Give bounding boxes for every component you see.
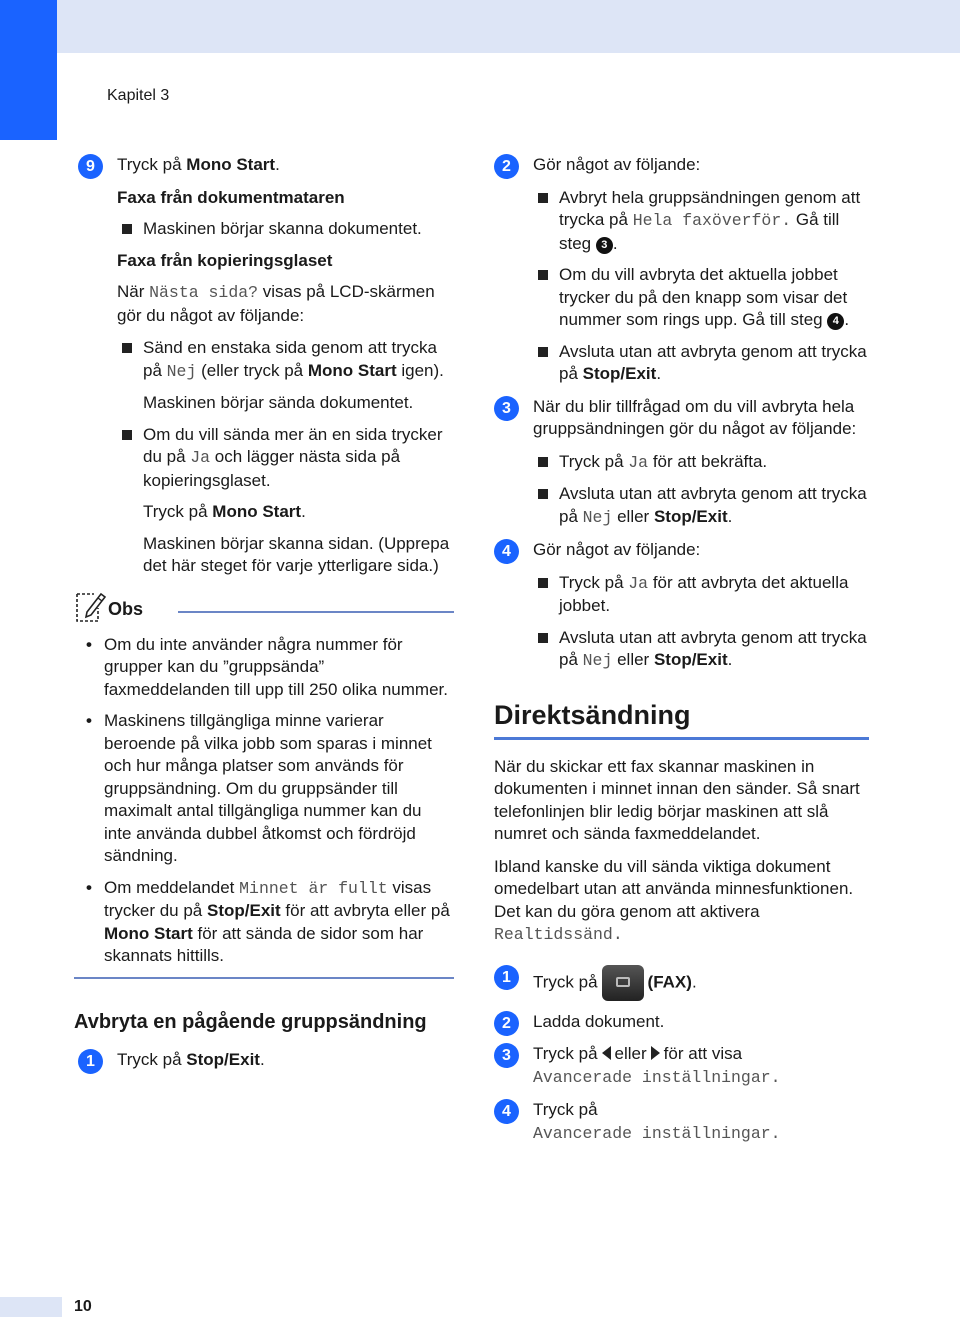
note-item: • Om meddelandet Minnet är fullt visas trycker du på Stop/Exit för att avbryta eller på Mono Start för att sända de sidor som har skannats hittills. xyxy=(78,877,450,968)
bullet-item: Avsluta utan att avbryta genom att trycka på Nej eller Stop/Exit. xyxy=(533,627,869,673)
bullet-item: Avsluta utan att avbryta genom att trycka på Stop/Exit. xyxy=(533,341,869,386)
step-text: Gör något av följande: xyxy=(533,155,701,174)
left-arrow-icon xyxy=(602,1046,611,1060)
indented-text: Tryck på Mono Start. xyxy=(143,502,306,521)
bullet-item: Avbryt hela gruppsändningen genom att trycka på Hela faxöverför. Gå till steg 3 . xyxy=(533,187,869,256)
step-number: 9 xyxy=(78,154,103,179)
direct-step-4 xyxy=(494,1099,869,1145)
step-number: 1 xyxy=(494,965,519,990)
note-item: • Maskinens tillgängliga minne varierar beroende på vilka jobb som sparas i minnet och hur många platser som används för gruppsändning. Om du gruppsänder till maximalt antal tillgängliga nummer kan du inte använda dubbel åtkomst och fördröjd sändning. xyxy=(78,710,450,868)
step-2 xyxy=(494,154,869,386)
subsection-title: Avbryta en pågående gruppsändning xyxy=(74,1010,427,1033)
note-header xyxy=(74,588,450,628)
paragraph: Ibland kanske du vill sända viktiga dokument omedelbart utan att använda minnesfunktionen. Det kan du göra genom att aktivera Realtidssänd. xyxy=(494,856,854,944)
subheading-feeder: Faxa från dokumentmataren xyxy=(117,187,345,207)
step-number: 1 xyxy=(78,1049,103,1074)
page-number: 10 xyxy=(74,1298,92,1315)
chapter-tab xyxy=(0,0,57,140)
note-item: • Om du inte använder några nummer för grupper kan du ”gruppsända” faxmeddelanden till upp till 250 olika nummer. xyxy=(78,634,450,702)
note-rule xyxy=(178,611,454,613)
direct-step-2 xyxy=(494,1011,869,1034)
step-number: 4 xyxy=(494,539,519,564)
step-number: 2 xyxy=(494,1011,519,1036)
note-end-rule xyxy=(74,977,454,979)
step-9 xyxy=(78,154,450,578)
step-text: Tryck på eller för att visa Avancerade inställningar. xyxy=(533,1044,781,1087)
note-box xyxy=(78,588,450,979)
step-1 xyxy=(78,1049,450,1072)
section-rule xyxy=(494,737,869,740)
right-column xyxy=(494,154,869,1155)
paragraph: När Nästa sida? visas på LCD-skärmen gör du något av följande: xyxy=(117,282,435,325)
bullet-item: Maskinen börjar skanna dokumentet. xyxy=(117,218,450,241)
step-text: Tryck på (FAX). xyxy=(533,965,869,1001)
direct-step-3 xyxy=(494,1043,869,1089)
bullet-item: Om du vill sända mer än en sida trycker du på Ja och lägger nästa sida på kopieringsglaset. xyxy=(117,424,450,493)
paragraph: När du skickar ett fax skannar maskinen in dokumenten i minnet innan den sänder. Så snart telefonlinjen blir ledig börjar maskinen att slå numret och sända faxmeddelandet. xyxy=(494,756,860,843)
step-number: 2 xyxy=(494,154,519,179)
step-text: Ladda dokument. xyxy=(533,1011,665,1031)
bullet-item: Tryck på Ja för att bekräfta. xyxy=(533,451,869,475)
left-column xyxy=(74,154,450,1082)
step-text: Tryck på Avancerade inställningar. xyxy=(533,1100,781,1143)
bullet-item: Sänd en enstaka sida genom att trycka på Nej (eller tryck på Mono Start igen). xyxy=(117,337,450,383)
right-arrow-icon xyxy=(651,1046,660,1060)
page-number-strip xyxy=(0,1297,62,1317)
indented-text: Maskinen börjar sända dokumentet. xyxy=(143,393,414,412)
header-band xyxy=(0,0,960,53)
bullet-item: Tryck på Ja för att avbryta det aktuella jobbet. xyxy=(533,572,869,618)
step-text: Tryck på Stop/Exit. xyxy=(117,1050,265,1069)
step-4 xyxy=(494,539,869,673)
subheading-glass: Faxa från kopieringsglaset xyxy=(117,250,333,270)
bullet-item: Avsluta utan att avbryta genom att trycka på Nej eller Stop/Exit. xyxy=(533,483,869,529)
step-3 xyxy=(494,396,869,530)
bullet-item: Om du vill avbryta det aktuella jobbet trycker du på den knapp som visar det nummer som rings upp. Gå till steg 4 . xyxy=(533,264,869,332)
note-title: Obs xyxy=(108,598,144,619)
note-pencil-icon xyxy=(74,588,106,624)
step-number: 3 xyxy=(494,1043,519,1068)
step-text: När du blir tillfrågad om du vill avbryta hela gruppsändningen gör du något av följande: xyxy=(533,396,857,438)
section-title: Direktsändning xyxy=(494,699,691,730)
step-text: Tryck på Mono Start. xyxy=(117,155,280,174)
indented-text: Maskinen börjar skanna sidan. (Upprepa det här steget för varje ytterligare sida.) xyxy=(143,533,450,575)
step-text: Gör något av följande: xyxy=(533,540,701,559)
chapter-label: Kapitel 3 xyxy=(107,87,170,104)
step-number: 3 xyxy=(494,396,519,421)
fax-button-icon xyxy=(602,965,644,1001)
direct-step-1 xyxy=(494,965,869,1001)
step-number: 4 xyxy=(494,1099,519,1124)
